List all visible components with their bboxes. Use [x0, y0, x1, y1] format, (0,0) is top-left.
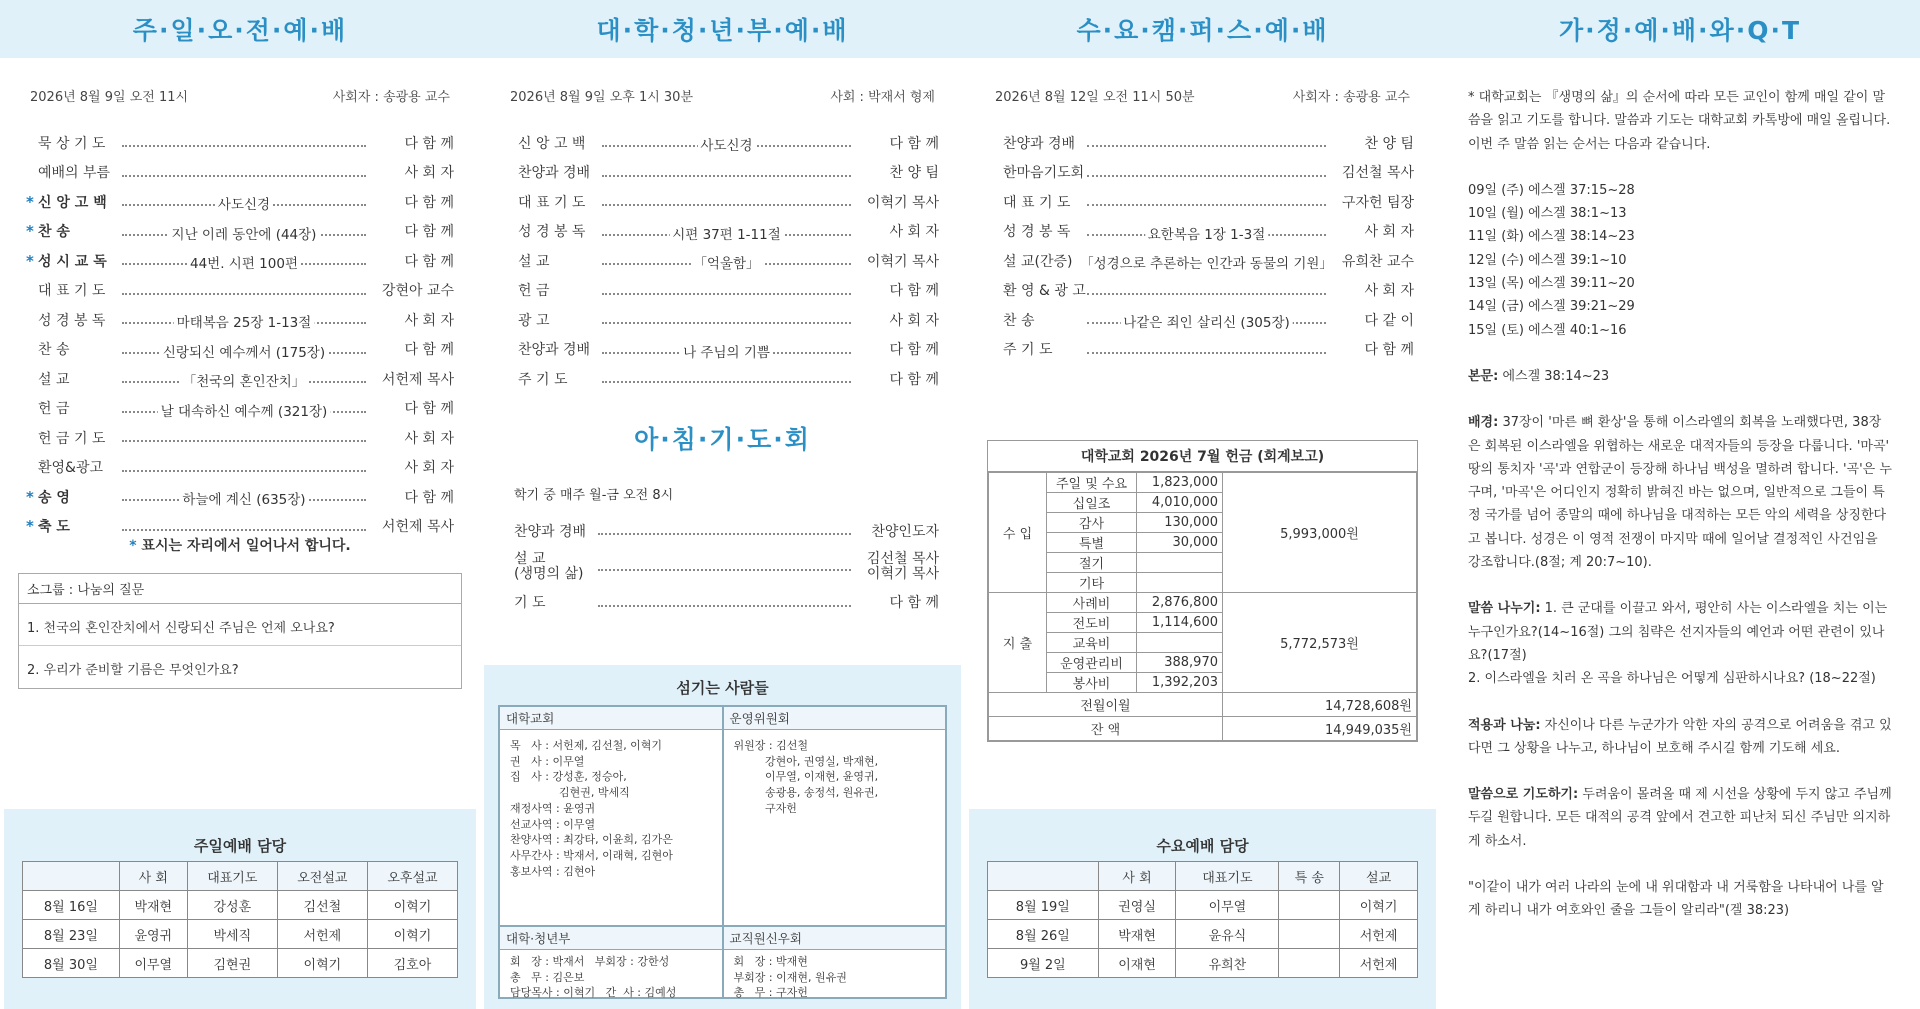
- wednesday-title: 수·요·캠·퍼·스·예·배: [1076, 16, 1329, 45]
- qt-background: 배경: 37장이 '마른 뼈 환상'을 통해 이스라엘의 회복을 노래했다면, 38장은 회복된 이스라엘을 위협하는 새로운 대적자들의 등장을 다룹니다. '마곡' 땅의 통치자 '곡'과 연합군이 등장해 하나님 백성을 멸하려 합니다. '곡'은 누구며, '마곡'은 어디인지 정확히 밝혀진 바는 없으며, 일반적으로 그들이 특정 국가를 넘어 종말의 때에 하나님을 대적하는 모든 악의 세력을 상징한다고 봅니다. 성경은 이 영적 전쟁이 마지막 때에 일어날 결정적인 사건임을 강조합니다.(8절; 계 20:7~10).: [1468, 415, 1892, 571]
- order-item: 광 고 사 회 자: [518, 312, 939, 329]
- order-item: 찬양과 경배 찬 양 팀: [518, 165, 939, 182]
- wednesday-date: 2026년 8월 12일 오전 11시 50분: [995, 90, 1195, 105]
- order-item: 설 교 「억울함」 이혁기 목사: [518, 253, 939, 273]
- qt-reading-item: 13일 (목) 에스겔 39:11~20: [1468, 276, 1635, 292]
- order-item: 찬양과 경배 나 주님의 기쁨 다 함 께: [518, 342, 939, 361]
- order-item: 찬양과 경배 찬 양 팀: [1003, 135, 1414, 152]
- sunday-duty-title: 주일예배 담당: [193, 837, 287, 855]
- order-item: 찬 송 신랑되신 예수께서 (175장) 다 함 께: [38, 342, 454, 361]
- qt-reading-item: 14일 (금) 에스겔 39:21~29: [1468, 299, 1635, 315]
- table-row: 8월 26일 박재현 윤유식 서헌제: [988, 920, 1418, 949]
- order-item: 대 표 기 도 강현아 교수: [38, 283, 454, 300]
- order-item: 주 기 도 다 함 께: [518, 371, 939, 388]
- qt-reading-item: 11일 (화) 에스겔 38:14~23: [1468, 229, 1635, 245]
- qt-title-band: [1440, 0, 1920, 58]
- table-row: 8월 23일 윤영귀 박세직 서헌제 이혁기: [23, 920, 458, 949]
- sunday-order: [26, 128, 454, 541]
- smallgroup-question: 2. 우리가 준비할 기름은 무엇인가요?: [27, 663, 239, 678]
- order-item: * 축 도 서헌제 목사: [26, 517, 454, 536]
- table-row: 감사 130,000: [989, 513, 1417, 533]
- table-row: 8월 16일 박재현 강성훈 김선철 이혁기: [23, 891, 458, 920]
- order-item: 성 경 봉 독 시편 37편 1-11절 사 회 자: [518, 224, 939, 243]
- servers-grid: [498, 705, 947, 999]
- sunday-duty-table: [22, 861, 458, 978]
- order-item: 성 경 봉 독 요한복음 1장 1-3절 사 회 자: [1003, 224, 1414, 243]
- offering-report-table: [988, 472, 1417, 741]
- table-row: 8월 19일 권영실 이무열 이혁기: [988, 891, 1418, 920]
- qt-panel: [1440, 0, 1920, 1009]
- order-item: * 찬 송 지난 이레 동안에 (44장) 다 함 께: [26, 222, 454, 243]
- order-item: 환영&광고 사 회 자: [38, 460, 454, 477]
- servers-cell: 대학·청년부 회 장 : 박재서 부회장 : 강한성 총 무 : 김은보 담당목사 : 이혁기 간 사 : 김예성: [499, 926, 723, 998]
- youth-title: 대·학·청·년·부·예·배: [596, 16, 849, 45]
- order-item: 한마음기도회 김선철 목사: [1003, 165, 1414, 182]
- wednesday-duty-table: [987, 861, 1418, 978]
- order-item: 묵 상 기 도 다 함 께: [38, 135, 454, 152]
- morning-prayer-title: 아·침·기·도·회: [634, 425, 811, 454]
- smallgroup-box: [18, 573, 462, 689]
- table-row: 전도비 1,114,600: [989, 613, 1417, 633]
- youth-date: 2026년 8월 9일 오후 1시 30분: [510, 90, 694, 105]
- order-item: 대 표 기 도 이혁기 목사: [518, 194, 939, 211]
- table-row: 잔 액 14,949,035원: [989, 717, 1417, 741]
- order-item: * 성 시 교 독 44번. 시편 100편 다 함 께: [26, 251, 454, 273]
- table-header: 사 회 대표기도 특 송 설교: [988, 862, 1418, 891]
- order-item: 헌 금 다 함 께: [518, 283, 939, 300]
- table-row: 봉사비 1,392,203: [989, 673, 1417, 693]
- youth-panel: [480, 0, 965, 1009]
- sunday-duty-panel: [4, 809, 476, 1009]
- qt-apply: 적용과 나눔: 자신이나 다른 누군가가 악한 자의 공격으로 어려움을 겪고 있다면 그 상황을 나누고, 하나님이 보호해 주시길 함께 기도해 세요.: [1468, 717, 1892, 756]
- order-item: 설 교 (생명의 삶) 김선철 목사 이혁기 목사: [514, 550, 939, 582]
- wednesday-duty-title: 수요예배 담당: [1156, 837, 1249, 855]
- qt-reading-item: 12일 (수) 에스겔 39:1~10: [1468, 252, 1627, 268]
- servers-cell: 대학교회 목 사 : 서헌제, 김선철, 이혁기 권 사 : 이무열 집 사 : 강성훈, 정승아, 김현권, 박세직 재정사역 : 윤영귀 선교사역 : 이무열 찬양사역 : 최강타, 이윤희, 김가은 사무간사 : 박재서, 이래혁, 김현아 홍보사역 : 김현아: [499, 706, 723, 926]
- table-row: 전월이월 14,728,608원: [989, 693, 1417, 717]
- morning-prayer-order: [514, 516, 939, 617]
- standing-note: * 표시는 자리에서 일어나서 합니다.: [129, 538, 351, 554]
- sunday-host: 사회자 : 송광용 교수: [332, 90, 450, 105]
- smallgroup-header: 소그룹 : 나눔의 질문: [19, 574, 461, 604]
- qt-readings: [1468, 179, 1892, 342]
- sunday-title-band: [0, 0, 480, 58]
- table-row: 9월 2일 이재현 유희찬 서헌제: [988, 949, 1418, 978]
- order-item: * 신 앙 고 백 사도신경 다 함 께: [26, 192, 454, 214]
- table-row: 지 출 사례비 2,876,800 5,772,573원: [989, 593, 1417, 613]
- sunday-panel: [0, 0, 480, 1009]
- qt-reading-item: 09일 (주) 에스겔 37:15~28: [1468, 182, 1635, 198]
- youth-title-band: [480, 0, 965, 58]
- qt-reading-item: 15일 (토) 에스겔 40:1~16: [1468, 322, 1627, 338]
- wednesday-duty-panel: [969, 809, 1436, 1009]
- order-item: 주 기 도 다 함 께: [1003, 342, 1414, 359]
- table-row: 운영관리비 388,970: [989, 653, 1417, 673]
- qt-verse: "이같이 내가 여러 나라의 눈에 내 위대함과 내 거룩함을 나타내어 나를 알게 하리니 내가 여호와인 줄을 그들이 알리라"(겔 38:23): [1468, 880, 1884, 919]
- order-item: 성 경 봉 독 마태복음 25장 1-13절 사 회 자: [38, 312, 454, 332]
- morning-prayer-time: 학기 중 매주 월-금 오전 8시: [514, 488, 674, 503]
- youth-host: 사회 : 박재서 형제: [830, 90, 935, 105]
- sunday-title: 주·일·오·전·예·배: [132, 16, 348, 45]
- servers-panel: [484, 665, 961, 1009]
- wednesday-order: [991, 128, 1414, 364]
- servers-title: 섬기는 사람들: [676, 679, 769, 697]
- youth-order: [506, 128, 939, 394]
- qt-reading-item: 10일 (월) 에스겔 38:1~13: [1468, 206, 1627, 222]
- qt-intro: * 대학교회는 『생명의 삶』의 순서에 따라 모든 교인이 함께 매일 같이 말씀을 읽고 기도를 합니다. 말씀과 기도는 대학교회 카톡방에 매일 올립니다. 이번 주 말씀 읽는 순서는 다음과 같습니다.: [1468, 90, 1891, 152]
- order-item: 설 교 「천국의 혼인잔치」 서헌제 목사: [38, 371, 454, 391]
- wednesday-host: 사회자 : 송광용 교수: [1292, 90, 1410, 105]
- offering-report: [987, 440, 1418, 742]
- order-item: 찬 송 나같은 죄인 살리신 (305장) 다 같 이: [1003, 312, 1414, 332]
- order-item: * 송 영 하늘에 계신 (635장) 다 함 께: [26, 487, 454, 509]
- qt-title: 가·정·예·배·와·Q·T: [1558, 16, 1802, 45]
- table-row: 절기: [989, 553, 1417, 573]
- smallgroup-question: 1. 천국의 혼인잔치에서 신랑되신 주님은 언제 오나요?: [19, 604, 461, 646]
- servers-cell: 운영위원회 위원장 : 김선철 강현아, 권영실, 박재현, 이무열, 이재현, 윤영귀, 송광용, 송정석, 원유권, 구자헌: [723, 706, 947, 926]
- table-row: 수 입 주일 및 수요 1,823,000 5,993,000원: [989, 473, 1417, 493]
- order-item: 환 영 & 광 고 사 회 자: [1003, 283, 1414, 300]
- order-item: 헌 금 기 도 사 회 자: [38, 430, 454, 447]
- qt-pray: 말씀으로 기도하기: 두려움이 몰려올 때 제 시선을 상황에 두지 않고 주님께 두길 원합니다. 모든 대적의 공격 앞에서 견고한 피난처 되신 주님만 의지하게 하소서.: [1468, 787, 1892, 849]
- order-item: 찬양과 경배 찬양인도자: [514, 523, 939, 540]
- order-item: 대 표 기 도 구자헌 팀장: [1003, 194, 1414, 211]
- table-row: 8월 30일 이무열 김현권 이혁기 김호아: [23, 949, 458, 978]
- wednesday-title-band: [965, 0, 1440, 58]
- table-row: 십일조 4,010,000: [989, 493, 1417, 513]
- table-header: 사 회 대표기도 오전설교 오후설교: [23, 862, 458, 891]
- order-item: 신 앙 고 백 사도신경 다 함 께: [518, 135, 939, 155]
- qt-body: [1468, 86, 1892, 946]
- sunday-meta: [30, 86, 450, 105]
- sunday-date: 2026년 8월 9일 오전 11시: [30, 90, 189, 105]
- offering-report-title: 대학교회 2026년 7월 헌금 (회계보고): [988, 441, 1417, 472]
- table-row: 교육비: [989, 633, 1417, 653]
- qt-share: 말씀 나누기: 1. 큰 군대를 이끌고 와서, 평안히 사는 이스라엘을 치는 이는 누구인가요?(14~16절) 그의 침략은 선지자들의 예언과 어떤 관련이 있나요?(17절) 2. 이스라엘을 치러 온 곡을 하나님은 어떻게 심판하시나요? (18~22절): [1468, 601, 1888, 687]
- order-item: 기 도 다 함 께: [514, 595, 939, 612]
- table-row: 특별 30,000: [989, 533, 1417, 553]
- order-item: 설 교(간증) 「성경으로 추론하는 인간과 동물의 기원」 유희찬 교수: [1003, 253, 1414, 273]
- youth-meta: [510, 86, 935, 105]
- table-row: 기타: [989, 573, 1417, 593]
- servers-cell: 교직원신우회 회 장 : 박재현 부회장 : 이재현, 원유권 총 무 : 구자헌: [723, 926, 947, 998]
- order-item: 예배의 부름 사 회 자: [38, 165, 454, 182]
- wednesday-panel: [965, 0, 1440, 1009]
- order-item: 헌 금 날 대속하신 예수께 (321장) 다 함 께: [38, 401, 454, 420]
- wednesday-meta: [995, 86, 1410, 105]
- qt-text: 본문: 에스겔 38:14~23: [1468, 368, 1610, 384]
